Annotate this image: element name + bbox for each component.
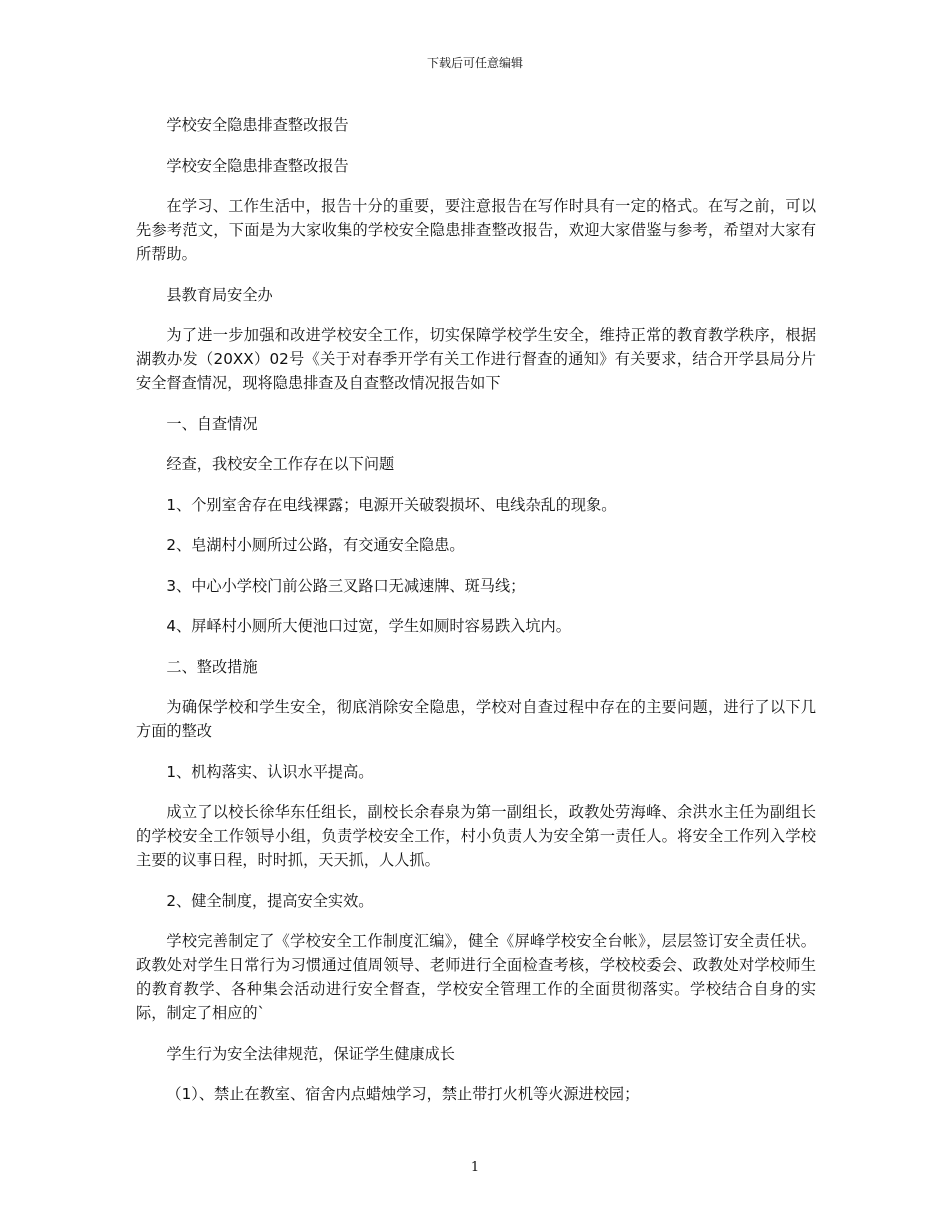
section-heading-measures: 二、整改措施 [166, 657, 258, 676]
list-item: 4、屏峄村小厕所大便池口过宽，学生如厕时容易跌入坑内。 [166, 617, 571, 635]
intro-paragraph: 在学习、工作生活中，报告十分的重要，要注意报告在写作时具有一定的格式。在写之前，可以先参考范文，下面是为大家收集的学校安全隐患排查整改报告，欢迎大家借鉴与参考，希望对大家有所帮助。 [136, 197, 816, 263]
subheading: 1、机构落实、认识水平提高。 [166, 762, 374, 781]
paragraph: 学生行为安全法律规范，保证学生健康成长 [166, 1044, 455, 1063]
subheading: 2、健全制度，提高安全实效。 [166, 891, 374, 910]
doc-title: 学校安全隐患排查整改报告 [166, 116, 349, 134]
background-paragraph: 为了进一步加强和改进学校安全工作，切实保障学校学生安全，维持正常的教育教学秩序，根据湖教办发（20XX）02号《关于对春季开学有关工作进行督查的通知》有关要求，结合开学县局分片安全督查情况，现将隐患排查及自查整改情况报告如下 [136, 326, 816, 392]
paragraph: 为确保学校和学生安全，彻底消除安全隐患，学校对自查过程中存在的主要问题，进行了以下几方面的整改 [136, 698, 816, 740]
document-body [136, 113, 816, 1123]
list-item: 2、皂湖村小厕所过公路，有交通安全隐患。 [166, 536, 465, 554]
paragraph: 成立了以校长徐华东任组长，副校长余春泉为第一副组长，政教处劳海峰、余洪水主任为副组长的学校安全工作领导小组，负责学校安全工作，村小负责人为安全第一责任人。将安全工作列入学校主要的议事日程，时时抓，天天抓，人人抓。 [136, 803, 816, 869]
recipient-line: 县教育局安全办 [166, 285, 273, 304]
page-header: 下载后可任意编辑 [426, 56, 523, 70]
list-item: 1、个别室舍存在电线裸露；电源开关破裂损坏、电线杂乱的现象。 [166, 495, 617, 514]
doc-subtitle: 学校安全隐患排查整改报告 [166, 156, 349, 175]
section-heading-self-check: 一、自查情况 [166, 414, 258, 433]
list-item: 3、中心小学校门前公路三叉路口无减速牌、斑马线； [166, 576, 526, 595]
paragraph: 经查，我校安全工作存在以下问题 [166, 455, 395, 473]
list-item: （1）、禁止在教室、宿舍内点蜡烛学习，禁止带打火机等火源进校园； [166, 1085, 640, 1103]
page-number: 1 [470, 1160, 480, 1175]
paragraph: 学校完善制定了《学校安全工作制度汇编》，健全《屏峰学校安全台帐》，层层签订安全责任状。政教处对学生日常行为习惯通过值周领导、老师进行全面检查考核，学校校委会、政教处对学校师生的教育教学、各种集会活动进行安全督查，学校安全管理工作的全面贯彻落实。学校结合自身的实际，制定了相应的` [136, 932, 816, 1022]
